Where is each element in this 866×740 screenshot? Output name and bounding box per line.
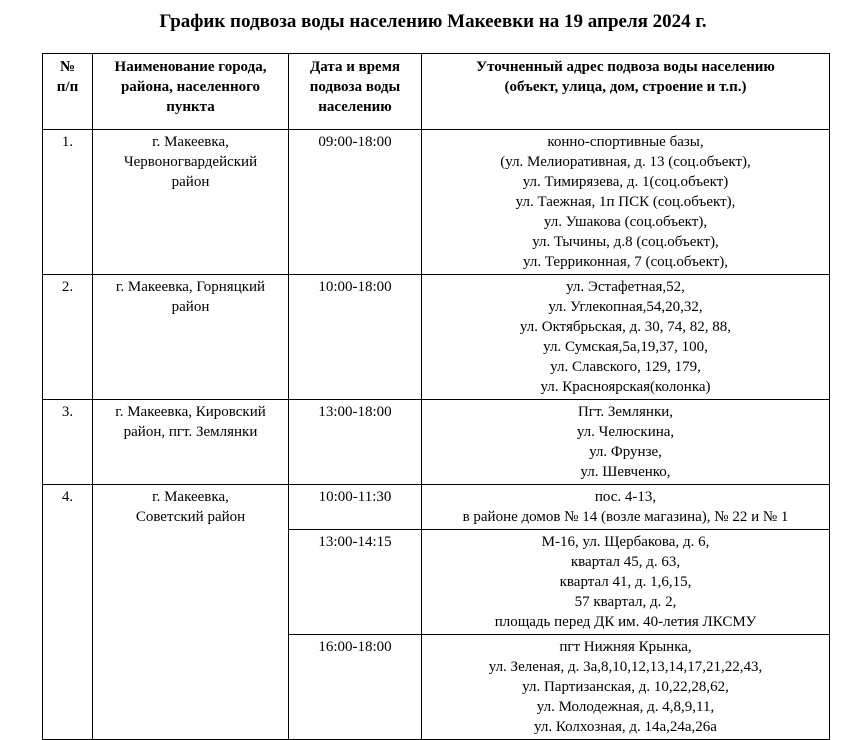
address-line: (ул. Мелиоративная, д. 13 (соц.объект), <box>500 154 751 170</box>
address-line: ул. Таежная, 1п ПСК (соц.объект), <box>515 194 736 210</box>
address-line: 57 квартал, д. 2, <box>574 594 677 610</box>
table-row <box>43 130 830 275</box>
address-line: квартал 41, д. 1,6,15, <box>559 574 692 590</box>
delivery-time: 10:00-18:00 <box>289 275 422 400</box>
delivery-time: 13:00-18:00 <box>289 400 422 485</box>
table-body <box>43 130 830 740</box>
document-title: График подвоза воды населению Макеевки на 19 апреля 2024 г. <box>159 11 707 32</box>
header-num: № п/п <box>43 54 93 130</box>
table-row <box>43 485 830 530</box>
address-line: ул. Славского, 129, 179, <box>550 359 701 375</box>
district-name-line: район <box>171 299 210 315</box>
header-time: Дата и время подвоза воды населению <box>289 54 422 130</box>
address-line: ул. Ушакова (соц.объект), <box>543 214 708 230</box>
address-line: ул. Челюскина, <box>576 424 675 440</box>
address-line: ул. Сумская,5а,19,37, 100, <box>543 339 708 355</box>
delivery-address <box>422 275 830 400</box>
address-line: ул. Колхозная, д. 14а,24а,26а <box>534 719 717 735</box>
district-name-line: район <box>171 174 210 190</box>
address-line: квартал 45, д. 63, <box>570 554 681 570</box>
delivery-address <box>422 635 830 740</box>
delivery-time: 13:00-14:15 <box>289 530 422 635</box>
address-line: ул. Терриконная, 7 (соц.объект), <box>523 254 728 270</box>
address-line: ул. Эстафетная,52, <box>566 279 685 295</box>
delivery-time: 10:00-11:30 <box>289 485 422 530</box>
address-line: ул. Октябрьская, д. 30, 74, 82, 88, <box>519 319 732 335</box>
water-delivery-schedule-table <box>42 53 830 740</box>
table-header-row <box>43 54 830 130</box>
row-number: 1. <box>43 130 93 275</box>
table-row <box>43 275 830 400</box>
district-name-line: Советский район <box>135 509 246 525</box>
address-line: конно-спортивные базы, <box>547 134 704 150</box>
delivery-address <box>422 400 830 485</box>
delivery-address <box>422 530 830 635</box>
delivery-address <box>422 130 830 275</box>
address-line: пос. 4-13, <box>594 489 657 505</box>
district-name-line: г. Макеевка, <box>152 489 229 505</box>
table-row <box>43 400 830 485</box>
address-line: ул. Тимирязева, д. 1(соц.объект) <box>522 174 729 190</box>
row-number: 3. <box>43 400 93 485</box>
district-name-line: г. Макеевка, Горняцкий <box>115 279 266 295</box>
address-line: Пгт. Землянки, <box>577 404 674 420</box>
district-name <box>93 275 289 400</box>
district-name-line: г. Макеевка, Кировский <box>115 404 266 420</box>
district-name-line: район, пгт. Землянки <box>123 424 258 440</box>
address-line: площадь перед ДК им. 40-летия ЛКСМУ <box>494 614 757 630</box>
address-line: пгт Нижняя Крынка, <box>559 639 692 655</box>
address-line: ул. Партизанская, д. 10,22,28,62, <box>522 679 729 695</box>
delivery-address <box>422 485 830 530</box>
delivery-time: 09:00-18:00 <box>289 130 422 275</box>
district-name <box>93 130 289 275</box>
row-number: 4. <box>43 485 93 740</box>
district-name-line: Червоногвардейский <box>123 154 258 170</box>
address-line: ул. Углекопная,54,20,32, <box>548 299 703 315</box>
header-address: Уточненный адрес подвоза воды населению (объект, улица, дом, строение и т.п.) <box>422 54 830 130</box>
district-name <box>93 485 289 740</box>
address-line: ул. Тычины, д.8 (соц.объект), <box>532 234 719 250</box>
address-line: ул. Красноярская(колонка) <box>540 379 711 395</box>
row-number: 2. <box>43 275 93 400</box>
address-line: в районе домов № 14 (возле магазина), № 22 и № 1 <box>462 509 789 525</box>
address-line: ул. Зеленая, д. 3а,8,10,12,13,14,17,21,22,43, <box>488 659 763 675</box>
district-name-line: г. Макеевка, <box>152 134 229 150</box>
delivery-time: 16:00-18:00 <box>289 635 422 740</box>
address-line: М-16, ул. Щербакова, д. 6, <box>541 534 710 550</box>
address-line: ул. Молодежная, д. 4,8,9,11, <box>536 699 715 715</box>
address-line: ул. Фрунзе, <box>589 444 662 460</box>
header-name: Наименование города, района, населенного пункта <box>93 54 289 130</box>
district-name <box>93 400 289 485</box>
address-line: ул. Шевченко, <box>580 464 671 480</box>
